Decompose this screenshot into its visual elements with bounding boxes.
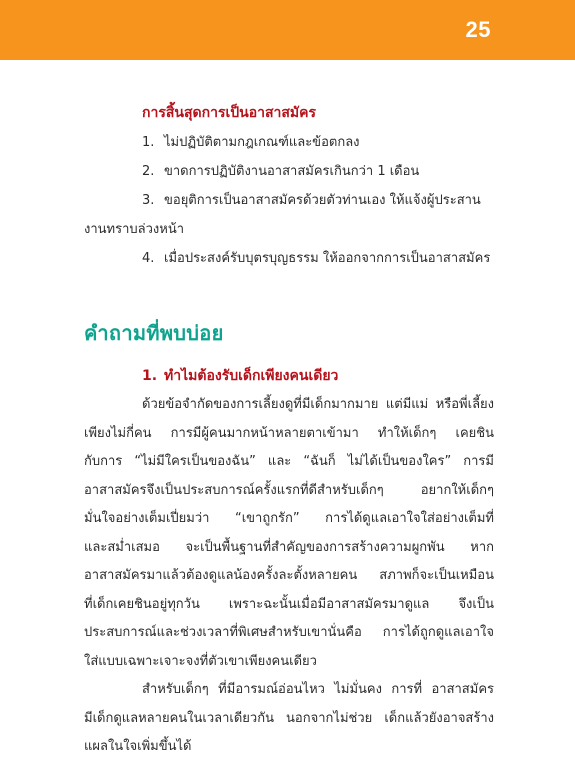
termination-item <box>84 186 494 215</box>
answer-line: สำหรับเด็กๆ ที่มีอารมณ์อ่อนไหว ไม่มั่นคง การที่ อาสาสมัคร <box>142 682 494 697</box>
question-text: ทำไมต้องรับเด็กเพียงคนเดียว <box>164 368 339 384</box>
header-bar <box>0 0 575 60</box>
item-number: 3. <box>142 193 155 208</box>
question-number: 1. <box>142 368 158 384</box>
answer-line: มีเด็กดูแลหลายคนในเวลาเดียวกัน นอกจากไม่ช่วย เด็กแล้วยังอาจสร้าง <box>84 710 494 726</box>
termination-heading: การสิ้นสุดการเป็นอาสาสมัคร <box>142 105 317 121</box>
termination-item <box>84 244 494 273</box>
answer-line: ประสบการณ์และช่วงเวลาที่พิเศษสำหรับเขานั่นคือ การได้ถูกดูแลเอาใจ <box>84 625 494 640</box>
faq-title: คำถามที่พบบ่อย <box>84 321 224 345</box>
answer-line: เพียงไม่กี่คน การมีผู้คนมากหน้าหลายตาเข้ามา ทำให้เด็กๆ เคยชิน <box>84 425 494 441</box>
termination-item <box>84 128 494 157</box>
answer-line: กับการ “ไม่มีใครเป็นของฉัน” และ “ฉันก็ ไม่ได้เป็นของใคร” การมี <box>84 454 494 469</box>
answer-line: แผลในใจเพิ่มขึ้นได้ <box>84 739 192 754</box>
answer-line: อาสาสมัครมาแล้วต้องดูแลน้องครั้งละตั้งหลายคน สภาพก็จะเป็นเหมือน <box>84 568 494 583</box>
answer-line: และสม่ำเสมอ จะเป็นพื้นฐานที่สำคัญของการสร้างความผูกพัน หาก <box>84 539 494 555</box>
item-text: ขาดการปฏิบัติงานอาสาสมัครเกินกว่า 1 เดือน <box>164 164 420 179</box>
item-text: ไม่ปฏิบัติตามกฎเกณฑ์และข้อตกลง <box>164 135 360 150</box>
item-number: 2. <box>142 164 155 179</box>
item-number: 1. <box>142 135 155 150</box>
answer-line: อาสาสมัครจึงเป็นประสบการณ์ครั้งแรกที่ดีสำหรับเด็กๆ อยากให้เด็กๆ <box>84 482 494 498</box>
item-number: 4. <box>142 251 155 266</box>
termination-item-continuation: งานทราบล่วงหน้า <box>84 222 185 237</box>
page-content <box>84 98 494 762</box>
faq-question-heading <box>142 361 494 391</box>
answer-line: ที่เด็กเคยชินอยู่ทุกวัน เพราะฉะนั้นเมื่อมีอาสาสมัครมาดูแล จึงเป็น <box>84 596 494 612</box>
answer-line: มั่นใจอย่างเต็มเปี่ยมว่า “เขาถูกรัก” การได้ดูแลเอาใจใส่อย่างเต็มที่ <box>84 511 494 526</box>
item-text: เมื่อประสงค์รับบุตรบุญธรรม ให้ออกจากการเป็นอาสาสมัคร <box>164 251 491 266</box>
termination-item <box>84 157 494 186</box>
item-text: ขอยุติการเป็นอาสาสมัครด้วยตัวท่านเอง ให้แจ้งผู้ประสาน <box>164 193 481 208</box>
page-number: 25 <box>465 17 491 42</box>
answer-line: ด้วยข้อจำกัดของการเลี้ยงดูที่มีเด็กมากมาย แต่มีแม่ หรือพี่เลี้ยง <box>142 397 494 412</box>
answer-line: ใส่แบบเฉพาะเจาะจงที่ตัวเขาเพียงคนเดียว <box>84 653 317 669</box>
